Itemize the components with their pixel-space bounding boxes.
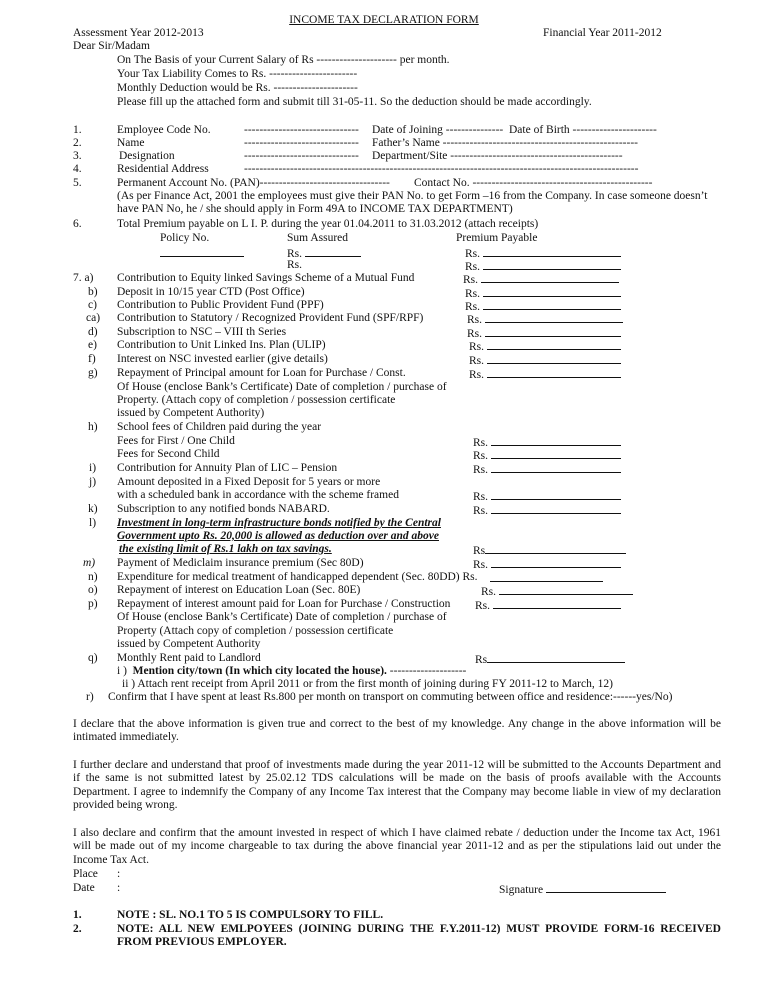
date-label: Date	[73, 882, 95, 894]
note-number: 1.	[73, 909, 82, 921]
contact-field[interactable]: Contact No. -----------------------------------------------	[414, 177, 653, 189]
item-label: the existing limit of Rs.1 lakh on tax savings.	[119, 543, 332, 555]
item-label: Contribution to Statutory / Recognized Provident Fund (SPF/RPF)	[117, 312, 424, 324]
residential-address-label: Residential Address	[117, 163, 209, 175]
department-field[interactable]: Department/Site ---------------------------------------------	[372, 150, 623, 162]
item-number: h)	[88, 421, 98, 433]
item-number: 5.	[73, 177, 82, 189]
sum-assured-header: Sum Assured	[287, 232, 349, 244]
rs-label: Rs.	[465, 288, 481, 300]
signature-row	[499, 882, 666, 897]
amount-input[interactable]	[487, 652, 625, 663]
amount-row	[475, 652, 625, 667]
item-label: issued by Competent Authority	[117, 638, 261, 650]
item-number: 7. a)	[73, 272, 94, 284]
rs-label: Rs.	[465, 248, 481, 260]
amount-input[interactable]	[491, 435, 621, 446]
assessment-year: Assessment Year 2012-2013	[73, 27, 204, 39]
item-label: Of House (enclose Bank’s Certificate) Date of completion / purchase of	[117, 611, 447, 623]
item-label: Investment in long-term infrastructure bonds notified by the Central	[117, 517, 441, 529]
item-label: Amount deposited in a Fixed Deposit for 5 years or more	[117, 476, 381, 488]
city-row	[117, 665, 466, 678]
lip-premium-label: Total Premium payable on L I. P. during the year 01.04.2011 to 31.03.2012 (attach receipts)	[117, 218, 539, 230]
item-label: Deposit in 10/15 year CTD (Post Office)	[117, 286, 305, 298]
item-label: Payment of Mediclaim insurance premium (Sec 80D)	[117, 557, 364, 569]
transport-confirmation[interactable]: Confirm that I have spent at least Rs.800 per month on transport on commuting between office and residence:------yes/No)	[108, 691, 673, 703]
amount-input[interactable]	[487, 353, 621, 364]
item-number: n)	[88, 571, 98, 583]
item-number: 4.	[73, 163, 82, 175]
item-label: Contribution to Unit Linked Ins. Plan (ULIP)	[117, 339, 326, 351]
amount-input[interactable]	[487, 367, 621, 378]
item-number: e)	[88, 339, 97, 351]
item-number: m)	[83, 557, 96, 569]
item-label: Contribution for Annuity Plan of LIC – Pension	[117, 462, 338, 474]
intro-line-salary: On The Basis of your Current Salary of Rs --------------------- per month.	[117, 54, 450, 66]
item-number: c)	[88, 299, 97, 311]
amount-input[interactable]	[485, 326, 621, 337]
item-label: Of House (enclose Bank’s Certificate) Date of completion / purchase of	[117, 381, 447, 393]
item-label: Property (Attach copy of completion / possession certificate	[117, 625, 394, 637]
amount-input[interactable]	[499, 584, 633, 595]
item-number: 2.	[73, 137, 82, 149]
fathers-name-field[interactable]: Father’s Name ---------------------------------------------------	[372, 137, 638, 149]
amount-input[interactable]	[483, 286, 621, 297]
note-text: NOTE: ALL NEW EMLPOYEES (JOINING DURING THE F.Y.2011-12) MUST PROVIDE FORM-16 RECEIVED FROM PREVIOUS EMPLOYER.	[117, 923, 721, 949]
rs-label: Rs	[475, 654, 488, 666]
item-label: Subscription to NSC – VIII th Series	[117, 326, 287, 338]
pan-field[interactable]: Permanent Account No. (PAN)----------------------------------	[117, 177, 390, 189]
amount-row	[475, 598, 621, 613]
intro-line-liability: Your Tax Liability Comes to Rs. -----------------------	[117, 68, 358, 80]
item-label: Government upto Rs. 20,000 is allowed as deduction over and above	[117, 530, 439, 542]
rs-label: Rs.	[473, 491, 489, 503]
date-field[interactable]: :	[117, 882, 121, 894]
rs-label: Rs.	[473, 505, 489, 517]
declaration-paragraph: I declare that the above information is given true and correct to the best of my knowledge. Any change in the above information will be intimated immediately.	[73, 718, 721, 744]
amount-input[interactable]	[493, 598, 621, 609]
item-number: i)	[89, 462, 97, 474]
designation-field[interactable]: ------------------------------	[244, 150, 359, 162]
amount-row	[473, 503, 621, 518]
amount-input[interactable]	[491, 462, 621, 473]
intro-line-deduction: Monthly Deduction would be Rs. ----------------------	[117, 82, 358, 94]
signature-field[interactable]	[546, 882, 666, 893]
rs-label: Rs.	[287, 248, 303, 260]
amount-input[interactable]	[491, 448, 621, 459]
pan-note: (As per Finance Act, 2001 the employees must give their PAN No. to get Form –16 from the Company. In case someone doesn’t have PAN No, he / she should apply in Form 49A to INCOME TAX DEPARTMENT)	[117, 190, 708, 216]
amount-row	[469, 367, 621, 382]
item-label: Repayment of Principal amount for Loan for Purchase / Const.	[117, 367, 406, 379]
rs-label: Rs.	[473, 559, 489, 571]
rs-label: Rs.	[465, 301, 481, 313]
item-label: Fees for First / One Child	[117, 435, 235, 447]
declaration-paragraph: I also declare and confirm that the amount invested in respect of which I have claimed rebate / deduction under the Income tax Act, 1961 will be made out of my income chargeable to tax during the above financial year 2011-12 and as per the stipulations laid out under the Income Tax Act.	[73, 827, 721, 866]
item-label: Interest on NSC invested earlier (give details)	[117, 353, 328, 365]
rs-label: Rs.	[473, 450, 489, 462]
intro-line-instruction: Please fill up the attached form and submit till 31-05-11. So the deduction should be made accordingly.	[117, 96, 592, 108]
rs-label: Rs.	[469, 369, 485, 381]
item-number: f)	[88, 353, 96, 365]
rs-label: Rs.	[463, 274, 479, 286]
employee-code-field[interactable]: ------------------------------	[244, 124, 359, 136]
date-of-joining-field[interactable]: Date of Joining ---------------	[372, 124, 504, 136]
rs-label: Rs.	[287, 259, 303, 271]
item-label: Repayment of interest on Education Loan (Sec. 80E)	[117, 584, 361, 596]
employee-code-label: Employee Code No.	[117, 124, 211, 136]
item-label: issued by Competent Authority)	[117, 407, 265, 419]
rs-label: Rs.	[465, 261, 481, 273]
item-label: Fees for Second Child	[117, 448, 220, 460]
premium-payable-header: Premium Payable	[456, 232, 538, 244]
item-number: ca)	[86, 312, 101, 324]
note-number: 2.	[73, 923, 82, 935]
item-number: 3.	[73, 150, 82, 162]
amount-input[interactable]	[491, 503, 621, 514]
sum-assured-input[interactable]	[305, 246, 361, 257]
note-text: NOTE : SL. NO.1 TO 5 IS COMPULSORY TO FILL.	[117, 909, 384, 921]
item-label: Repayment of interest amount paid for Loan for Purchase / Construction	[117, 598, 451, 610]
residential-address-field[interactable]: -------------------------------------------------------------------------------------------------------	[244, 163, 639, 175]
item-number: b)	[88, 286, 98, 298]
rs-label: Rs.	[469, 341, 485, 353]
place-field[interactable]: :	[117, 868, 121, 880]
item-number: k)	[88, 503, 98, 515]
item-label: with a scheduled bank in accordance with the scheme framed	[117, 489, 399, 501]
rs-label: Rs	[473, 545, 486, 557]
rs-label: Rs.	[475, 600, 491, 612]
amount-input[interactable]	[491, 489, 621, 500]
name-field[interactable]: ------------------------------	[244, 137, 359, 149]
item-label: Expenditure for medical treatment of handicapped dependent (Sec. 80DD) Rs.	[117, 571, 478, 583]
amount-input[interactable]	[483, 299, 621, 310]
rs-label: Rs.	[473, 437, 489, 449]
sum-assured-row	[287, 259, 302, 272]
item-number: q)	[88, 652, 98, 664]
place-label: Place	[73, 868, 98, 880]
financial-year: Financial Year 2011-2012	[543, 27, 662, 39]
item-number: r)	[86, 691, 94, 703]
date-of-birth-field[interactable]: Date of Birth ----------------------	[509, 124, 657, 136]
item-number: l)	[89, 517, 97, 529]
form-title: INCOME TAX DECLARATION FORM	[289, 14, 479, 26]
item-number: 1.	[73, 124, 82, 136]
item-label: Monthly Rent paid to Landlord	[117, 652, 261, 664]
amount-input[interactable]	[491, 557, 621, 568]
rs-label: Rs.	[467, 328, 483, 340]
amount-input[interactable]	[481, 272, 619, 283]
item-number: p)	[88, 598, 98, 610]
rs-label: Rs.	[469, 355, 485, 367]
policy-no-header: Policy No.	[160, 232, 210, 244]
item-number: o)	[88, 584, 98, 596]
item-label: Contribution to Public Provident Fund (PPF)	[117, 299, 324, 311]
city-field[interactable]: --------------------	[389, 665, 467, 677]
designation-label: Designation	[119, 150, 175, 162]
premium-input[interactable]	[483, 259, 621, 270]
salutation: Dear Sir/Madam	[73, 40, 150, 52]
item-label: School fees of Children paid during the year	[117, 421, 322, 433]
item-label: Property. (Attach copy of completion / possession certificate	[117, 394, 396, 406]
rs-label: Rs.	[467, 314, 483, 326]
rs-label: Rs.	[481, 586, 497, 598]
premium-input[interactable]	[483, 246, 621, 257]
signature-label: Signature	[499, 884, 544, 896]
amount-row	[473, 462, 621, 477]
item-number: g)	[88, 367, 98, 379]
amount-input[interactable]	[485, 312, 623, 323]
rent-receipt-note: ii ) Attach rent receipt from April 2011 or from the first month of joining during FY 2011-12 to March, 12)	[122, 678, 613, 690]
amount-input[interactable]	[487, 339, 621, 350]
policy-no-input[interactable]	[160, 244, 244, 257]
city-label: Mention city/town (In which city located the house).	[132, 665, 387, 677]
item-number: 6.	[73, 218, 82, 230]
name-label: Name	[117, 137, 145, 149]
item-label: Subscription to any notified bonds NABARD.	[117, 503, 330, 515]
item-number: d)	[88, 326, 98, 338]
amount-input[interactable]	[485, 543, 626, 554]
rs-label: Rs.	[473, 464, 489, 476]
declaration-paragraph: I further declare and understand that proof of investments made during the year 2011-12 will be submitted to the Accounts Department and if the same is not submitted latest by 25.02.12 TDS calculations will be made on the basis of proofs available with the Accounts Department. I agree to indemnify the Company of any Income Tax interest that the Company may become liable in view of my declaration provided being wrong.	[73, 759, 721, 812]
amount-input[interactable]	[490, 571, 603, 582]
item-number: j)	[89, 476, 97, 488]
item-label: Contribution to Equity linked Savings Scheme of a Mutual Fund	[117, 272, 415, 284]
sub-item-number: i )	[117, 665, 127, 677]
